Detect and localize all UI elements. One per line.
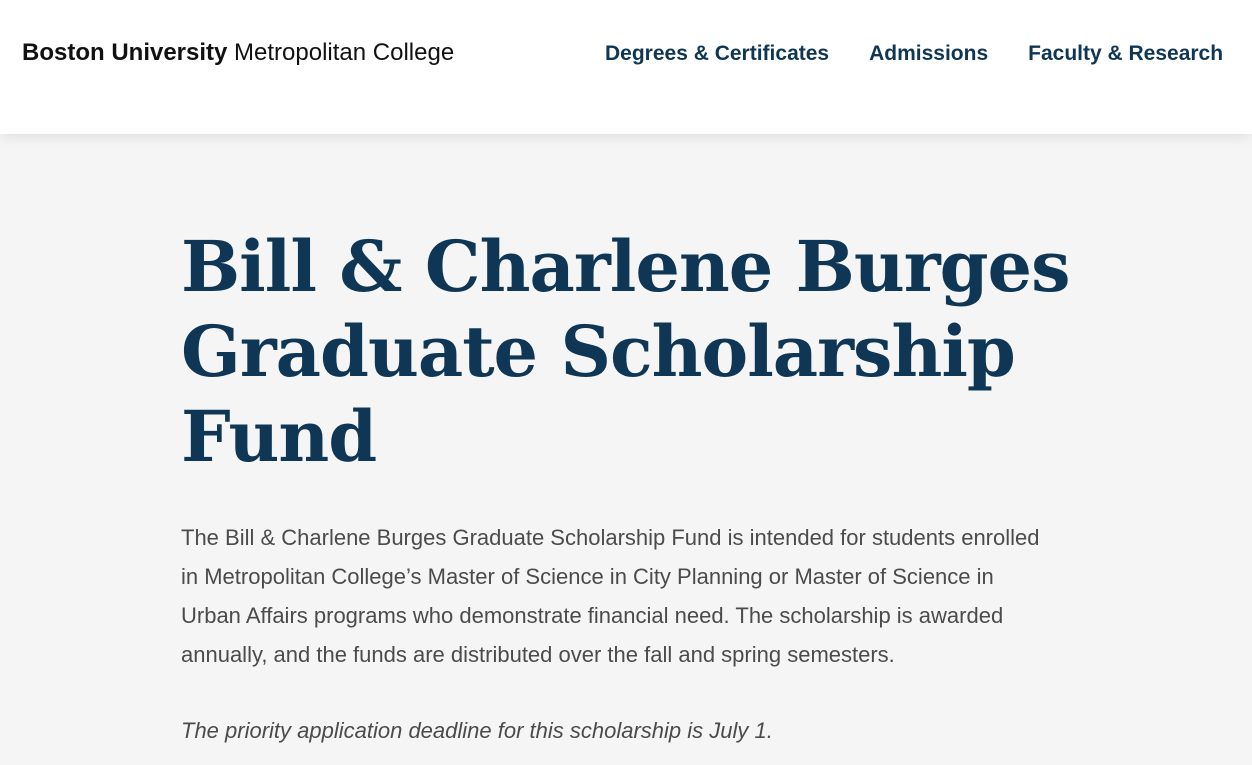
nav-admissions[interactable]: Admissions xyxy=(869,42,989,65)
nav-faculty-research[interactable]: Faculty & Research xyxy=(1028,42,1224,65)
scholarship-description xyxy=(181,518,1166,674)
brand-name-bold: Boston University xyxy=(22,39,228,66)
page-title-line-1: Bill & Charlene Burges xyxy=(181,225,1070,308)
description-line-4: annually, and the funds are distributed over the fall and spring semesters. xyxy=(181,642,895,667)
brand-name-college: Metropolitan College xyxy=(234,39,455,66)
page-title-line-2: Graduate Scholarship xyxy=(181,310,1015,393)
nav-degrees-certificates[interactable]: Degrees & Certificates xyxy=(605,42,830,65)
description-line-3: Urban Affairs programs who demonstrate financial need. The scholarship is awarded xyxy=(181,603,1004,628)
main-content xyxy=(181,224,1181,750)
page-title-line-3: Fund xyxy=(181,395,377,478)
site-header xyxy=(0,0,1252,134)
description-line-2: in Metropolitan College’s Master of Science in City Planning or Master of Science in xyxy=(181,564,994,589)
application-deadline-note: The priority application deadline for this scholarship is July 1. xyxy=(181,718,773,743)
main-navigation xyxy=(605,39,1252,69)
description-line-1: The Bill & Charlene Burges Graduate Scholarship Fund is intended for students enrolled xyxy=(181,525,1040,550)
bu-met-logo-link[interactable] xyxy=(22,37,454,69)
page-title xyxy=(181,224,1181,479)
